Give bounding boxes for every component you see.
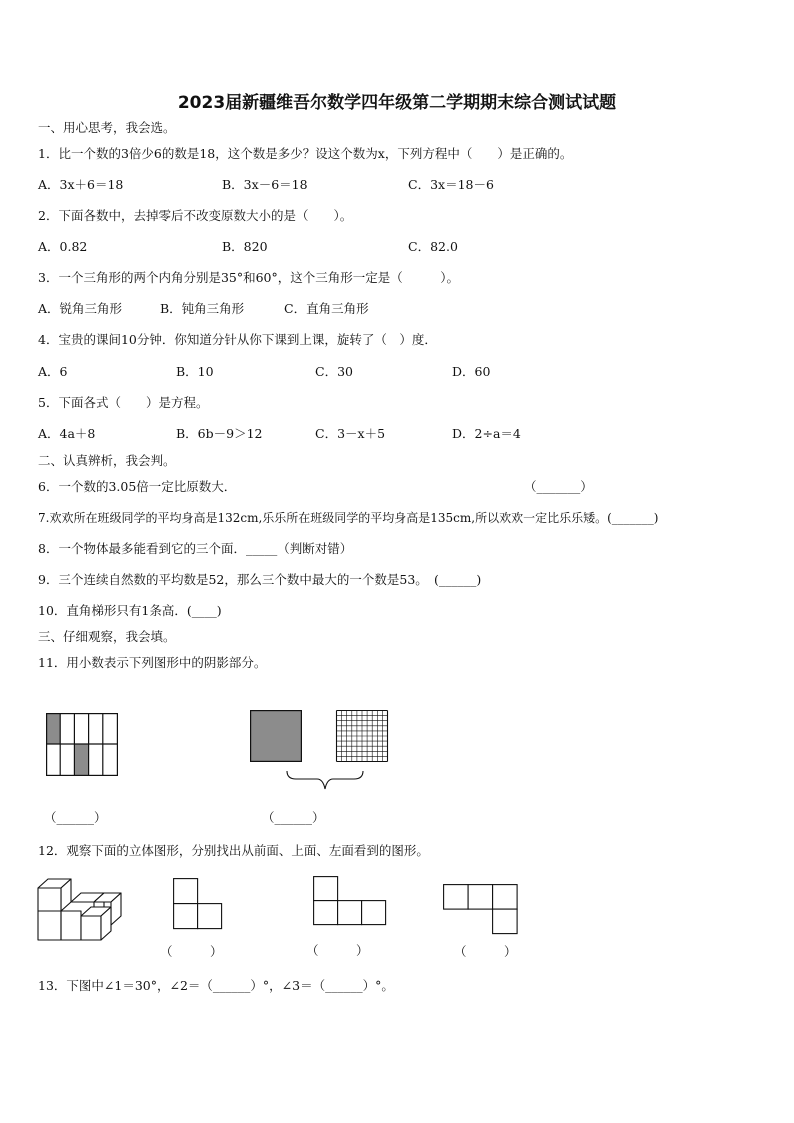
q5-option-a: A．4a＋8 bbox=[38, 426, 96, 441]
q12-blank-1[interactable]: （ ） bbox=[160, 944, 223, 959]
question-11: 11．用小数表示下列图形中的阴影部分。 bbox=[38, 655, 267, 670]
question-6: 6．一个数的3.05倍一定比原数大． bbox=[38, 479, 237, 494]
question-10: 10．直角梯形只有1条高．(____) bbox=[38, 603, 222, 618]
question-2: 2．下面各数中，去掉零后不改变原数大小的是（ ）。 bbox=[38, 208, 353, 223]
q4-option-a: A．6 bbox=[38, 364, 68, 379]
q3-option-c: C．直角三角形 bbox=[284, 301, 369, 316]
q1-option-a: A．3x＋6＝18 bbox=[38, 177, 124, 192]
q12-blank-3[interactable]: （ ） bbox=[454, 944, 517, 959]
q12-blank-2[interactable]: （ ） bbox=[306, 943, 369, 958]
section-2-heading: 二、认真辨析，我会判。 bbox=[38, 453, 176, 468]
q11-square-figure bbox=[250, 710, 302, 762]
q12-3d-cubes-figure bbox=[37, 878, 123, 942]
question-7: 7.欢欢所在班级同学的平均身高是132cm,乐乐所在班级同学的平均身高是135cm,所以欢欢一定比乐乐矮。(_______) bbox=[38, 511, 659, 525]
q6-answer-blank[interactable]: （_______） bbox=[524, 479, 593, 494]
q2-option-a: A．0.82 bbox=[38, 239, 88, 254]
section-3-heading: 三、仔细观察，我会填。 bbox=[38, 629, 176, 644]
q11-blank-2[interactable]: （______） bbox=[262, 810, 325, 825]
q11-grid-figure bbox=[46, 713, 118, 776]
q3-option-b: B．钝角三角形 bbox=[160, 301, 245, 316]
q2-option-c: C．82.0 bbox=[408, 239, 458, 254]
q11-brace bbox=[286, 770, 364, 792]
shaded-cell bbox=[46, 713, 60, 744]
q4-option-d: D．60 bbox=[452, 364, 491, 379]
shaded-cell bbox=[74, 744, 88, 775]
question-13: 13．下图中∠1＝30°，∠2＝（______）°，∠3＝（______）°。 bbox=[38, 978, 394, 993]
q4-option-b: B．10 bbox=[176, 364, 214, 379]
q5-option-b: B．6b－9＞12 bbox=[176, 426, 263, 441]
question-9: 9．三个连续自然数的平均数是52，那么三个数中最大的一个数是53。 (______) bbox=[38, 572, 482, 587]
q1-option-c: C．3x＝18－6 bbox=[408, 177, 494, 192]
question-3: 3．一个三角形的两个内角分别是35°和60°，这个三角形一定是（ ）。 bbox=[38, 270, 460, 285]
q3-option-a: A．锐角三角形 bbox=[38, 301, 123, 316]
q2-option-b: B．820 bbox=[222, 239, 268, 254]
q12-view-c bbox=[443, 884, 519, 936]
section-1-heading: 一、用心思考，我会选。 bbox=[38, 120, 176, 135]
q5-option-d: D．2÷a＝4 bbox=[452, 426, 521, 441]
question-8: 8．一个物体最多能看到它的三个面．_____（判断对错） bbox=[38, 541, 353, 556]
q11-blank-1[interactable]: （______） bbox=[44, 810, 107, 825]
q5-option-c: C．3－x＋5 bbox=[315, 426, 386, 441]
q11-hundred-grid bbox=[336, 710, 388, 762]
q12-view-b bbox=[313, 876, 388, 926]
q4-option-c: C．30 bbox=[315, 364, 353, 379]
question-5: 5．下面各式（ ）是方程。 bbox=[38, 395, 209, 410]
question-12: 12．观察下面的立体图形，分别找出从前面、上面、左面看到的图形。 bbox=[38, 843, 429, 858]
question-4: 4．宝贵的课间10分钟．你知道分针从你下课到上课，旋转了（ ）度． bbox=[38, 332, 437, 347]
page-title: 2023届新疆维吾尔数学四年级第二学期期末综合测试试题 bbox=[177, 93, 617, 113]
question-1: 1．比一个数的3倍少6的数是18，这个数是多少？设这个数为x，下列方程中（ ）是正确的。 bbox=[38, 146, 573, 161]
q1-option-b: B．3x－6＝18 bbox=[222, 177, 308, 192]
q12-view-a bbox=[173, 878, 223, 930]
